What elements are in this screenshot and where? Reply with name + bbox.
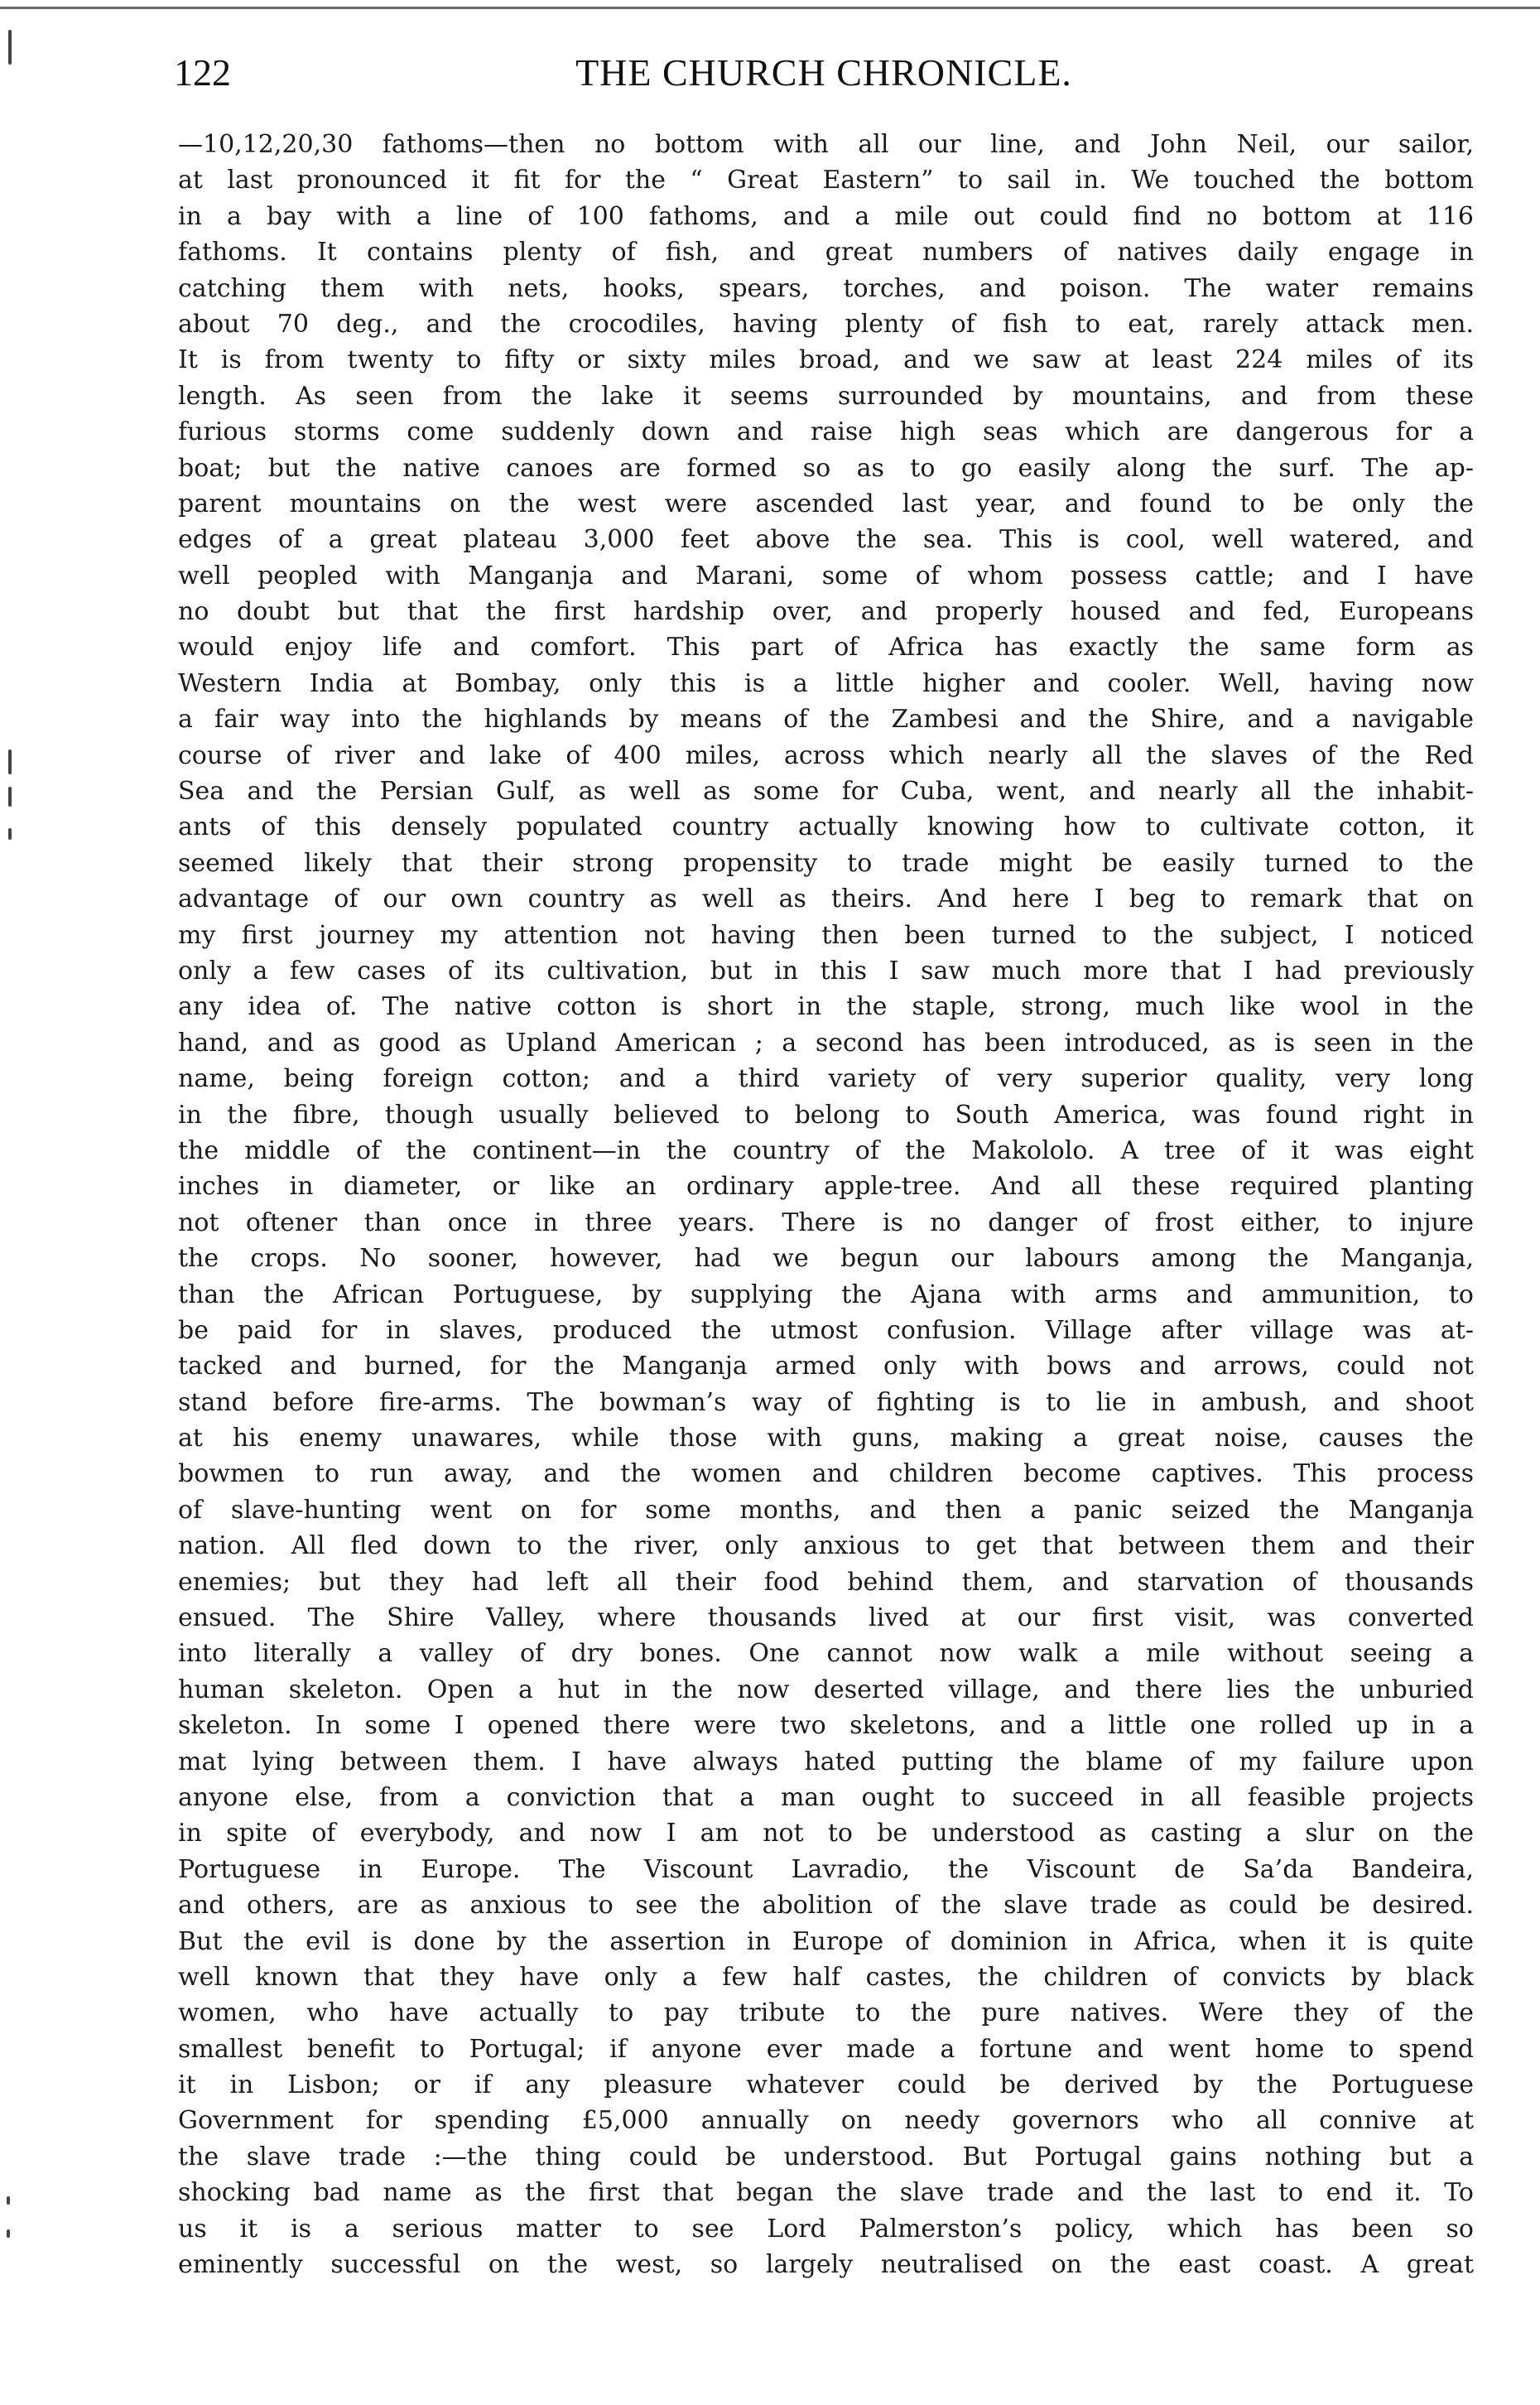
text-line: Portuguese in Europe. The Viscount Lavradio, the Viscount de Sa’da Bandeira, xyxy=(178,1854,1474,1884)
text-line: the slave trade :—the thing could be understood. But Portugal gains nothing but a xyxy=(178,2142,1474,2171)
text-line: my first journey my attention not having then been turned to the subject, I noticed xyxy=(178,920,1474,950)
text-line: us it is a serious matter to see Lord Palmerston’s policy, which has been so xyxy=(178,2214,1474,2244)
text-line: skeleton. In some I opened there were two skeletons, and a little one rolled up in a xyxy=(178,1711,1474,1741)
text-line: ensued. The Shire Valley, where thousands lived at our first visit, was converted xyxy=(178,1603,1474,1633)
page-header xyxy=(174,48,1474,98)
text-line: shocking bad name as the first that began the slave trade and the last to end it. To xyxy=(178,2178,1474,2208)
top-border-dashed-rule xyxy=(1275,7,1540,9)
text-line: ants of this densely populated country actually knowing how to cultivate cotton, it xyxy=(178,812,1474,842)
text-line: tacked and burned, for the Manganja armed only with bows and arrows, could not xyxy=(178,1352,1474,1381)
text-line: in a bay with a line of 100 fathoms, and a mile out could find no bottom at 116 xyxy=(178,201,1474,231)
text-line: into literally a valley of dry bones. One cannot now walk a mile without seeing a xyxy=(178,1639,1474,1669)
text-line: Western India at Bombay, only this is a little higher and cooler. Well, having now xyxy=(178,668,1474,698)
text-line: parent mountains on the west were ascended last year, and found to be only the xyxy=(178,489,1474,518)
text-line: fathoms. It contains plenty of fish, and great numbers of natives daily engage in xyxy=(178,238,1474,267)
text-line: only a few cases of its cultivation, but in this I saw much more that I had previously xyxy=(178,956,1474,986)
text-line: length. As seen from the lake it seems surrounded by mountains, and from these xyxy=(178,381,1474,411)
text-line: catching them with nets, hooks, spears, torches, and poison. The water remains xyxy=(178,273,1474,303)
text-line: at his enemy unawares, while those with guns, making a great noise, causes the xyxy=(178,1424,1474,1453)
text-line: than the African Portuguese, by supplying the Ajana with arms and ammunition, to xyxy=(178,1280,1474,1309)
text-line: a fair way into the highlands by means of the Zambesi and the Shire, and a navigable xyxy=(178,705,1474,735)
text-line: nation. All fled down to the river, only anxious to get that between them and their xyxy=(178,1531,1474,1561)
text-line: It is from twenty to fifty or sixty miles broad, and we saw at least 224 miles of its xyxy=(178,345,1474,375)
text-line: mat lying between them. I have always hated putting the blame of my failure upon xyxy=(178,1747,1474,1776)
text-line: seemed likely that their strong propensity to trade might be easily turned to the xyxy=(178,848,1474,878)
text-line: any idea of. The native cotton is short in the staple, strong, much like wool in the xyxy=(178,992,1474,1022)
text-line: inches in diameter, or like an ordinary apple-tree. And all these required planting xyxy=(178,1172,1474,1202)
text-line: name, being foreign cotton; and a third variety of very superior quality, very long xyxy=(178,1064,1474,1094)
text-line: be paid for in slaves, produced the utmost confusion. Village after village was at- xyxy=(178,1315,1474,1345)
text-line: —10,12,20,30 fathoms—then no bottom with all our line, and John Neil, our sailor, xyxy=(178,130,1474,159)
text-line: and others, are as anxious to see the abolition of the slave trade as could be desired. xyxy=(178,1891,1474,1921)
text-line: anyone else, from a conviction that a man ought to succeed in all feasible projects xyxy=(178,1782,1474,1812)
text-line: enemies; but they had left all their food behind them, and starvation of thousands xyxy=(178,1567,1474,1597)
text-line: Sea and the Persian Gulf, as well as some for Cuba, went, and nearly all the inhabit- xyxy=(178,777,1474,807)
margin-mark xyxy=(8,828,12,840)
text-line: hand, and as good as Upland American ; a second has been introduced, as is seen in the xyxy=(178,1028,1474,1058)
text-line: human skeleton. Open a hut in the now deserted village, and there lies the unburied xyxy=(178,1675,1474,1704)
margin-mark xyxy=(8,749,12,774)
text-line: not oftener than once in three years. There is no danger of frost either, to injure xyxy=(178,1207,1474,1237)
margin-mark xyxy=(8,30,12,65)
text-line: well known that they have only a few half castes, the children of convicts by black xyxy=(178,1962,1474,1992)
text-line: no doubt but that the first hardship over, and properly housed and fed, Europeans xyxy=(178,597,1474,627)
text-line: smallest benefit to Portugal; if anyone ever made a fortune and went home to spend xyxy=(178,2034,1474,2064)
text-line: advantage of our own country as well as theirs. And here I beg to remark that on xyxy=(178,884,1474,914)
text-line: it in Lisbon; or if any pleasure whatever could be derived by the Portuguese xyxy=(178,2070,1474,2100)
text-line: would enjoy life and comfort. This part of Africa has exactly the same form as xyxy=(178,633,1474,663)
text-line: Government for spending £5,000 annually on needy governors who all connive at xyxy=(178,2106,1474,2136)
text-line: boat; but the native canoes are formed so as to go easily along the surf. The ap- xyxy=(178,453,1474,483)
text-line: of slave-hunting went on for some months, and then a panic seized the Manganja xyxy=(178,1495,1474,1525)
text-line: women, who have actually to pay tribute to the pure natives. Were they of the xyxy=(178,1998,1474,2028)
text-line: the middle of the continent—in the country of the Makololo. A tree of it was eight xyxy=(178,1135,1474,1165)
text-line: bowmen to run away, and the women and children become captives. This process xyxy=(178,1459,1474,1489)
text-line: stand before fire-arms. The bowman’s way of fighting is to lie in ambush, and shoot xyxy=(178,1387,1474,1417)
article-body xyxy=(178,127,1474,2379)
text-line: eminently successful on the west, so largely neutralised on the east coast. A great xyxy=(178,2250,1474,2280)
text-line: well peopled with Manganja and Marani, some of whom possess cattle; and I have xyxy=(178,561,1474,590)
running-title: THE CHURCH CHRONICLE. xyxy=(575,51,1072,94)
text-line: in spite of everybody, and now I am not to be understood as casting a slur on the xyxy=(178,1819,1474,1848)
text-line: edges of a great plateau 3,000 feet above the sea. This is cool, well watered, and xyxy=(178,525,1474,555)
page-number: 122 xyxy=(174,51,231,94)
text-line: furious storms come suddenly down and raise high seas which are dangerous for a xyxy=(178,417,1474,447)
margin-mark xyxy=(7,2229,10,2238)
text-line: course of river and lake of 400 miles, across which nearly all the slaves of the Red xyxy=(178,740,1474,770)
text-line: in the fibre, though usually believed to belong to South America, was found right in xyxy=(178,1100,1474,1130)
text-line: at last pronounced it fit for the “ Great Eastern” to sail in. We touched the bottom xyxy=(178,166,1474,195)
margin-mark xyxy=(7,2196,10,2205)
text-line: about 70 deg., and the crocodiles, having plenty of fish to eat, rarely attack men. xyxy=(178,309,1474,339)
margin-mark xyxy=(8,787,12,807)
text-line: the crops. No sooner, however, had we begun our labours among the Manganja, xyxy=(178,1244,1474,1274)
text-line: But the evil is done by the assertion in Europe of dominion in Africa, when it is quite xyxy=(178,1926,1474,1956)
